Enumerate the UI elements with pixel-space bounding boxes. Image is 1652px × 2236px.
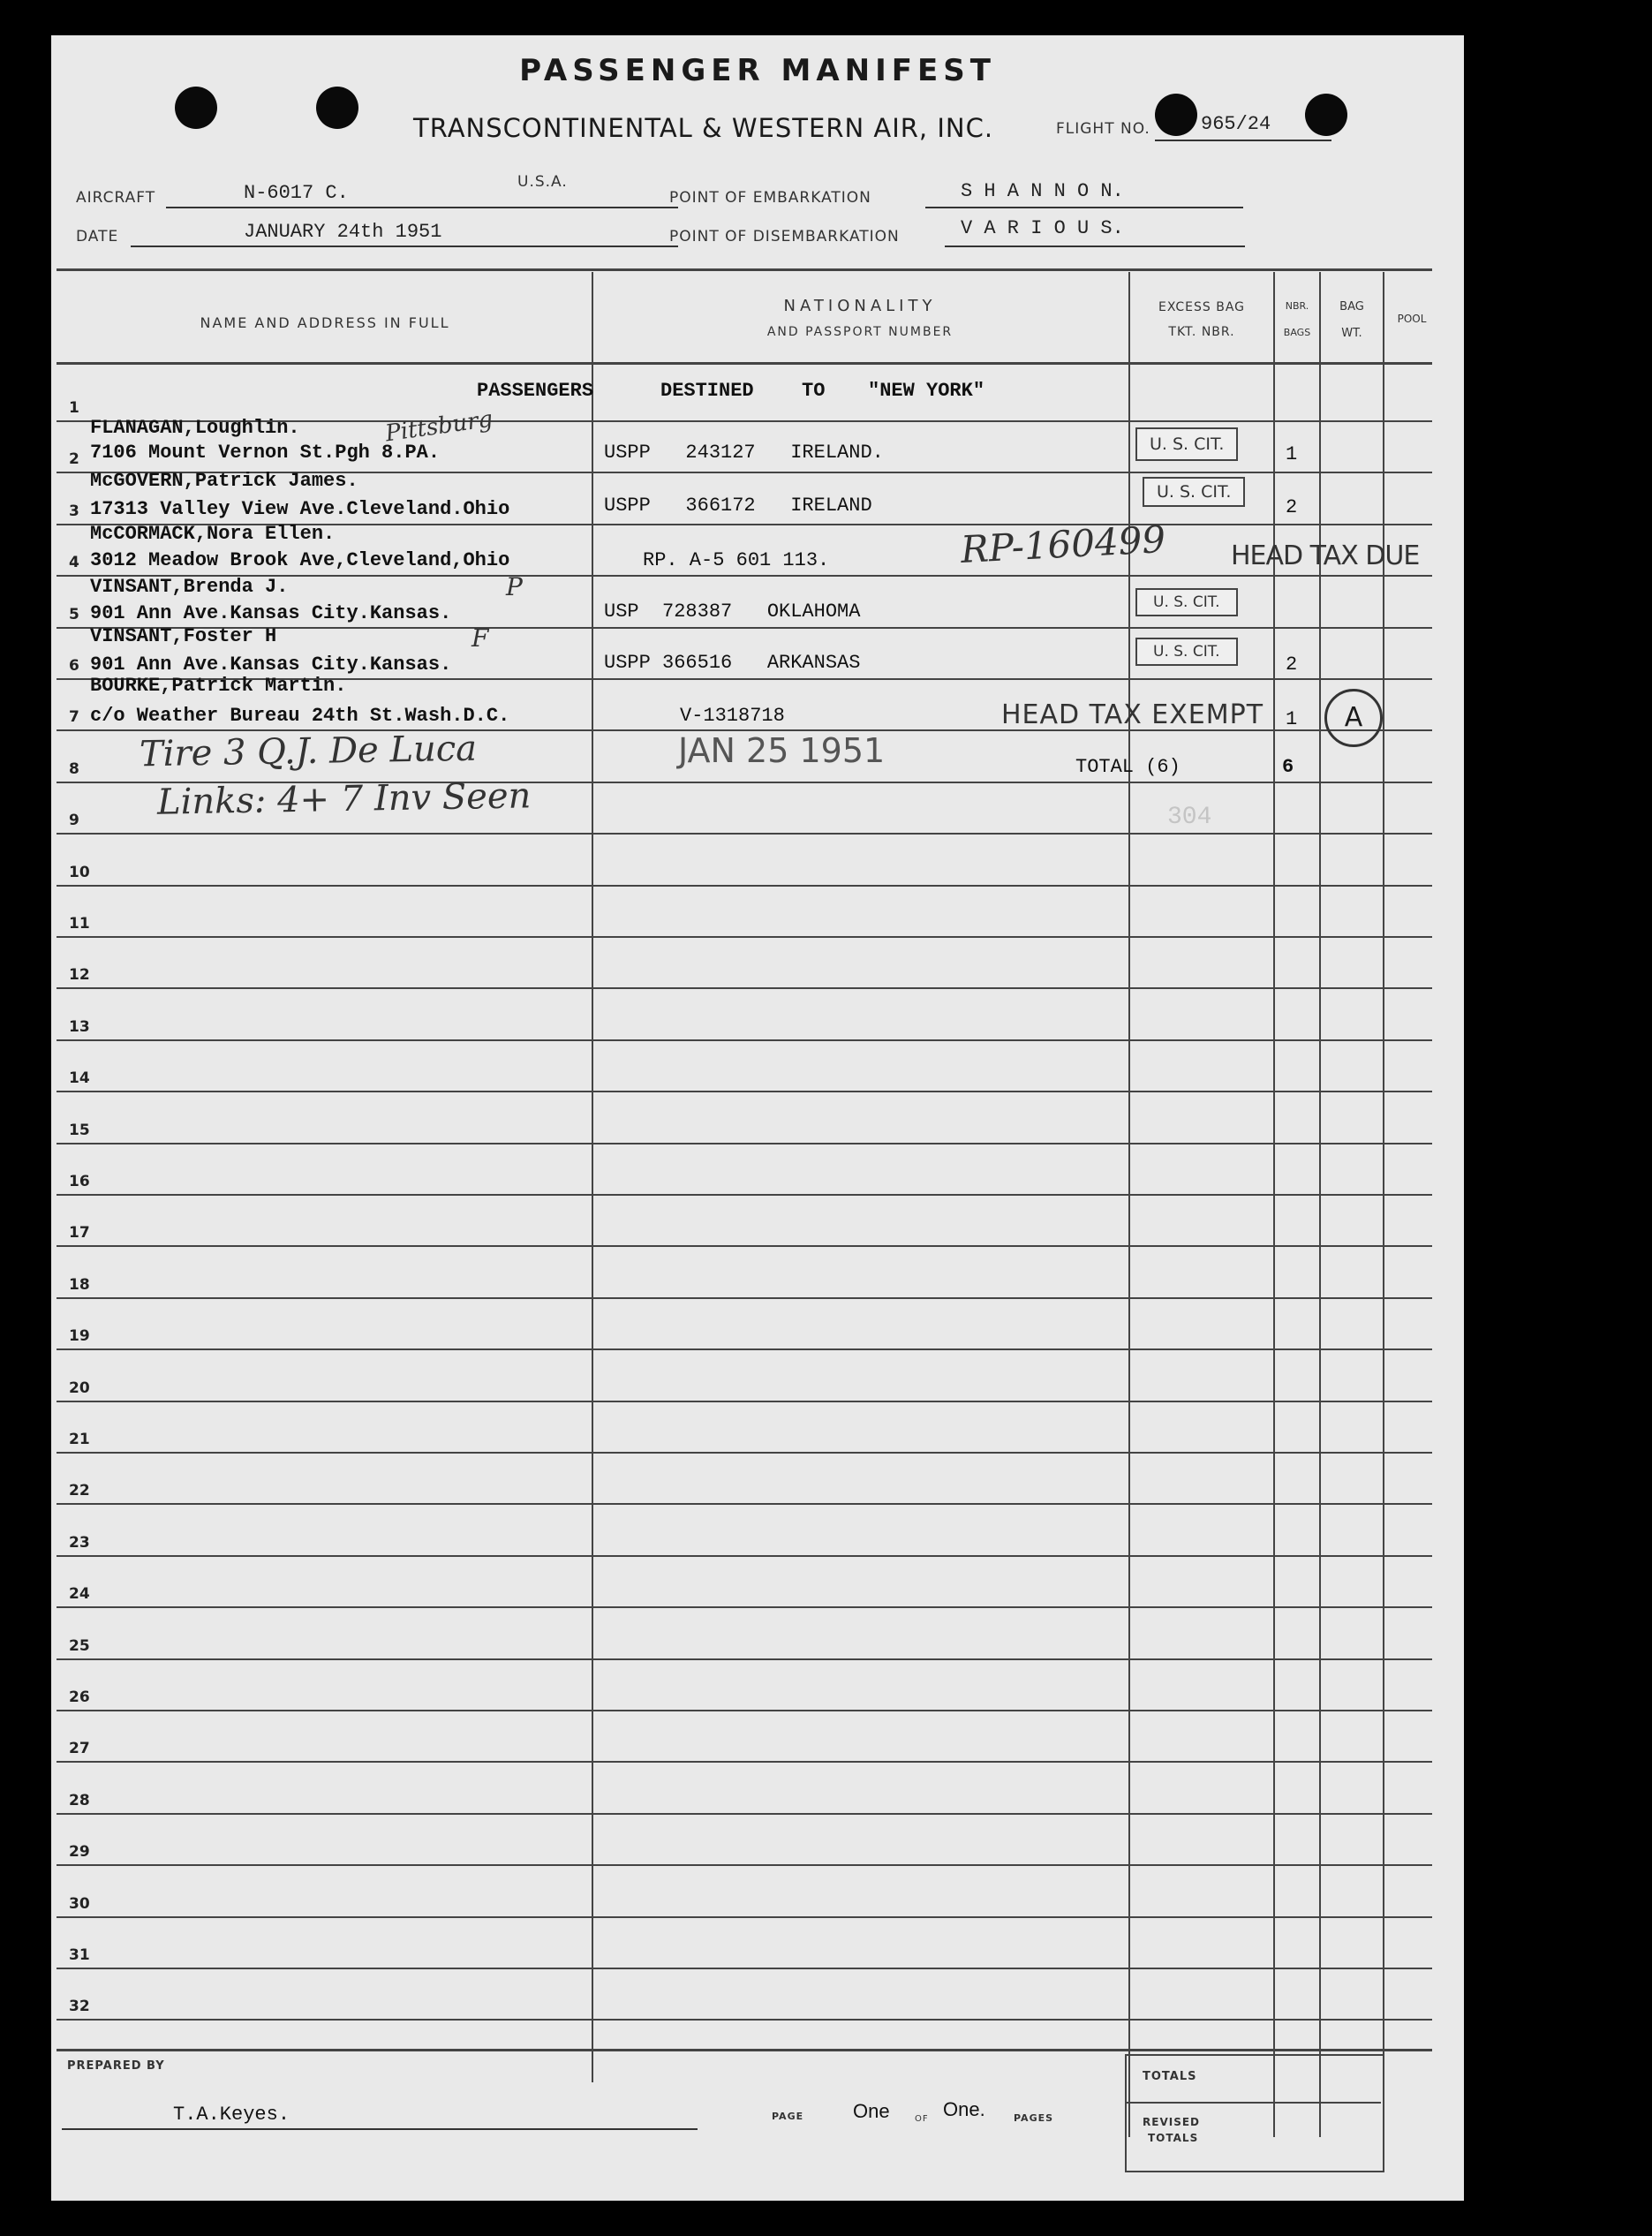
row-rule	[57, 1194, 1432, 1196]
row-rule	[57, 885, 1432, 887]
row-rule	[57, 987, 1432, 989]
totals-divider	[1125, 2102, 1381, 2104]
aircraft-value: N-6017 C.	[244, 182, 349, 204]
destined-passengers: PASSENGERS	[477, 380, 594, 402]
row-number: 5	[69, 606, 79, 623]
row-number: 20	[69, 1379, 90, 1397]
row-number: 4	[69, 554, 79, 571]
punch-hole	[1155, 94, 1197, 136]
passenger-name: BOURKE,Patrick Martin.	[90, 675, 347, 697]
row-rule	[57, 1348, 1432, 1350]
handwritten-signature-line: Links: 4+ 7 Inv Seen	[156, 775, 532, 823]
header-bottom-border	[57, 362, 1432, 365]
col-header-nationality: NATIONALITY	[783, 297, 937, 315]
aircraft-country: U.S.A.	[517, 173, 568, 191]
row-rule	[57, 1039, 1432, 1041]
table-top-border	[57, 268, 1432, 271]
passenger-address: 17313 Valley View Ave.Cleveland.Ohio	[90, 498, 510, 520]
row-number: 16	[69, 1173, 90, 1190]
handwritten-signature-line: Tire 3 Q.J. De Luca	[139, 728, 478, 775]
date-value: JANUARY 24th 1951	[244, 221, 442, 243]
row-number: 25	[69, 1637, 90, 1655]
disembarkation-value: V A R I O U S.	[961, 217, 1124, 239]
row-number: 15	[69, 1122, 90, 1139]
row-number: 2	[69, 450, 79, 468]
row-number: 23	[69, 1534, 90, 1552]
date-stamp: JAN 25 1951	[678, 731, 886, 770]
flight-underline	[1155, 140, 1331, 141]
row-rule	[57, 1297, 1432, 1299]
passenger-address: 3012 Meadow Brook Ave,Cleveland,Ohio	[90, 549, 510, 571]
handwritten-note: Pittsburg	[383, 405, 495, 448]
company-name: TRANSCONTINENTAL & WESTERN AIR, INC.	[413, 113, 994, 143]
handwritten-note: RP-160499	[959, 517, 1167, 572]
col-header-bag: BAG	[1339, 300, 1364, 313]
col-header-name: NAME AND ADDRESS IN FULL	[200, 314, 450, 331]
punch-hole	[1305, 94, 1347, 136]
total-bags: 6	[1282, 756, 1294, 778]
us-citizen-stamp: U. S. CIT.	[1143, 477, 1245, 507]
passenger-bags: 2	[1286, 496, 1298, 518]
row-rule	[57, 1813, 1432, 1815]
revised-label: REVISED	[1143, 2116, 1200, 2128]
row-number: 3	[69, 502, 79, 520]
row-rule	[57, 1091, 1432, 1092]
row-number: 21	[69, 1431, 90, 1448]
passenger-bags: 2	[1286, 653, 1298, 676]
row-number: 1	[69, 399, 79, 417]
faint-number: 304	[1167, 804, 1212, 831]
page-title: PASSENGER MANIFEST	[519, 53, 996, 88]
row-rule	[57, 1606, 1432, 1608]
row-rule	[57, 1555, 1432, 1557]
circled-letter: A	[1324, 689, 1383, 747]
passenger-name: McGOVERN,Patrick James.	[90, 470, 358, 492]
prepared-by-value: T.A.Keyes.	[173, 2104, 290, 2126]
row-rule	[57, 1143, 1432, 1144]
row-number: 10	[69, 864, 90, 881]
punch-hole	[316, 87, 358, 129]
row-number: 11	[69, 915, 90, 933]
row-number: 29	[69, 1843, 90, 1861]
passenger-nationality: USP 728387 OKLAHOMA	[604, 601, 861, 623]
head-tax-exempt-stamp: HEAD TAX EXEMPT	[1001, 699, 1264, 730]
row-number: 26	[69, 1688, 90, 1706]
flight-label: FLIGHT NO.	[1056, 120, 1150, 138]
row-rule	[57, 1658, 1432, 1660]
row-rule	[57, 833, 1432, 835]
prepared-by-label: PREPARED BY	[67, 2059, 165, 2073]
disembarkation-underline	[945, 246, 1245, 247]
row-number: 12	[69, 966, 90, 984]
total-label: TOTAL (6)	[1075, 756, 1181, 778]
revised-totals-label: TOTALS	[1148, 2132, 1199, 2144]
row-number: 6	[69, 657, 79, 675]
row-rule	[57, 2019, 1432, 2021]
destined-word: DESTINED	[660, 380, 754, 402]
row-number: 30	[69, 1895, 90, 1913]
col-header-nbr: NBR.	[1285, 300, 1309, 312]
row-rule	[57, 1503, 1432, 1505]
passenger-address: 901 Ann Ave.Kansas City.Kansas.	[90, 602, 452, 624]
row-rule	[57, 936, 1432, 938]
passenger-nationality: USPP 366516 ARKANSAS	[604, 652, 861, 674]
passenger-bags: 1	[1286, 443, 1298, 465]
row-number: 13	[69, 1018, 90, 1036]
of-value: One.	[943, 2098, 985, 2120]
row-number: 24	[69, 1585, 90, 1603]
col-header-bags: BAGS	[1283, 327, 1311, 338]
row-rule	[57, 1401, 1432, 1402]
col-header-pool: POOL	[1397, 313, 1427, 325]
us-citizen-stamp: U. S. CIT.	[1135, 427, 1238, 461]
head-tax-due-stamp: HEAD TAX DUE	[1231, 540, 1420, 571]
passenger-address: c/o Weather Bureau 24th St.Wash.D.C.	[90, 705, 510, 727]
row-number: 19	[69, 1327, 90, 1345]
col-header-passport: AND PASSPORT NUMBER	[766, 325, 954, 339]
punch-hole	[175, 87, 217, 129]
row-number: 28	[69, 1792, 90, 1809]
passenger-nationality: USPP 243127 IRELAND.	[604, 442, 884, 464]
embarkation-underline	[925, 207, 1243, 208]
col-divider	[592, 272, 593, 2082]
aircraft-label: AIRCRAFT	[76, 189, 156, 207]
row-rule	[57, 1968, 1432, 1969]
row-number: 14	[69, 1069, 90, 1087]
row-rule	[57, 1245, 1432, 1247]
passenger-name: VINSANT,Brenda J.	[90, 576, 289, 598]
date-underline	[131, 246, 678, 247]
passenger-bags: 1	[1286, 708, 1298, 730]
row-number: 27	[69, 1740, 90, 1757]
row-number: 8	[69, 760, 79, 778]
passenger-nationality: USPP 366172 IRELAND	[604, 495, 872, 517]
prepared-by-underline	[62, 2128, 698, 2130]
col-header-wt: WT.	[1341, 327, 1362, 340]
date-label: DATE	[76, 228, 119, 246]
row-rule	[57, 1761, 1432, 1763]
passenger-address: 7106 Mount Vernon St.Pgh 8.PA.	[90, 442, 441, 464]
handwritten-note: F	[471, 623, 489, 653]
us-citizen-stamp: U. S. CIT.	[1135, 588, 1238, 616]
row-number: 32	[69, 1998, 90, 2015]
row-number: 7	[69, 708, 79, 726]
passenger-name: VINSANT,Foster H	[90, 625, 277, 647]
flight-number: 965/24	[1201, 113, 1271, 135]
row-rule	[57, 1452, 1432, 1454]
passenger-nationality: RP. A-5 601 113.	[643, 549, 830, 571]
disembarkation-label: POINT OF DISEMBARKATION	[669, 228, 900, 246]
totals-label: TOTALS	[1143, 2070, 1197, 2083]
embarkation-label: POINT OF EMBARKATION	[669, 189, 871, 207]
row-number: 17	[69, 1224, 90, 1242]
row-rule	[57, 1916, 1432, 1918]
pages-label: PAGES	[1014, 2112, 1054, 2124]
col-header-ticket: TKT. NBR.	[1168, 325, 1235, 339]
page-label: PAGE	[772, 2111, 804, 2122]
row-rule	[57, 1710, 1432, 1711]
aircraft-underline	[166, 207, 678, 208]
col-header-excess: EXCESS BAG	[1158, 300, 1246, 314]
page-value: One	[853, 2100, 890, 2122]
row-rule	[57, 1864, 1432, 1866]
us-citizen-stamp: U. S. CIT.	[1135, 638, 1238, 666]
passenger-name: FLANAGAN,Loughlin.	[90, 417, 300, 439]
passenger-nationality: V-1318718	[680, 705, 785, 727]
passenger-name: McCORMACK,Nora Ellen.	[90, 523, 336, 545]
manifest-sheet	[51, 35, 1464, 2201]
embarkation-value: S H A N N O N.	[961, 180, 1124, 202]
row-number: 31	[69, 1946, 90, 1964]
row-number: 22	[69, 1482, 90, 1499]
destined-to: TO	[802, 380, 826, 402]
row-number: 9	[69, 812, 79, 829]
handwritten-note: P	[506, 572, 523, 601]
footer-border	[57, 2049, 1432, 2051]
passenger-address: 901 Ann Ave.Kansas City.Kansas.	[90, 653, 452, 676]
of-label: OF	[915, 2114, 929, 2124]
row-number: 18	[69, 1276, 90, 1294]
destined-city: "NEW YORK"	[868, 380, 985, 402]
